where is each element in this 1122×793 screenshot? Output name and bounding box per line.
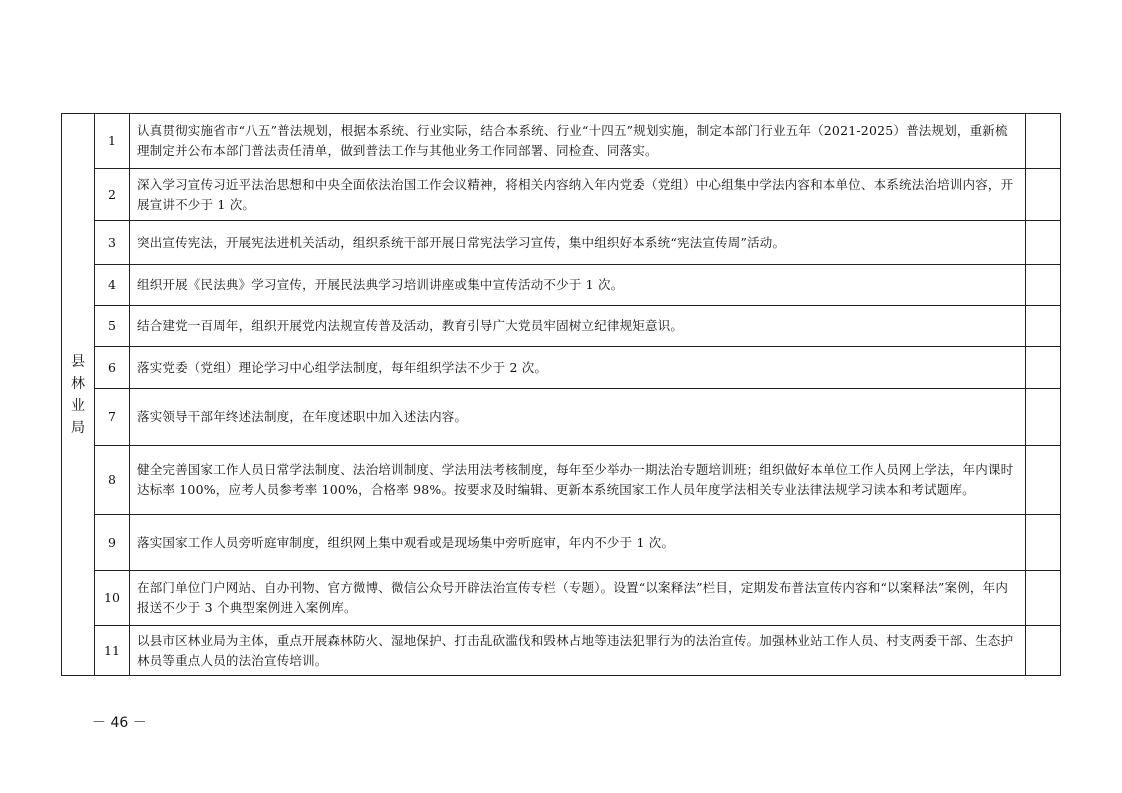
table-row xyxy=(62,389,1061,446)
row-text: 组织开展《民法典》学习宣传，开展民法典学习培训讲座或集中宣传活动不少于 1 次。 xyxy=(130,265,1026,306)
blank-cell xyxy=(1026,626,1061,676)
department-cell xyxy=(62,114,95,676)
blank-cell xyxy=(1026,446,1061,515)
table-row xyxy=(62,515,1061,571)
blank-cell xyxy=(1026,306,1061,347)
blank-cell xyxy=(1026,114,1061,169)
row-text: 认真贯彻实施省市“八五”普法规划，根据本系统、行业实际，结合本系统、行业“十四五”规划实施，制定本部门行业五年（2021-2025）普法规划，重新梳理制定并公布本部门普法责任清单，做到普法工作与其他业务工作同部署、同检查、同落实。 xyxy=(130,114,1026,169)
row-text: 落实领导干部年终述法制度，在年度述职中加入述法内容。 xyxy=(130,389,1026,446)
row-number: 6 xyxy=(95,347,130,389)
blank-cell xyxy=(1026,347,1061,389)
table-row xyxy=(62,571,1061,626)
row-text: 落实党委（党组）理论学习中心组学法制度，每年组织学法不少于 2 次。 xyxy=(130,347,1026,389)
row-number: 7 xyxy=(95,389,130,446)
page-number: － 46 － xyxy=(92,715,147,731)
department-name: 县林业局 xyxy=(71,353,85,436)
row-text: 健全完善国家工作人员日常学法制度、法治培训制度、学法用法考核制度，每年至少举办一期法治专题培训班；组织做好本单位工作人员网上学法，年内课时达标率 100%，应考人员参考率 100%，合格率 98%。按要求及时编辑、更新本系统国家工作人员年度学法相关专业法律法规学习读本和考试题库。 xyxy=(130,446,1026,515)
row-text: 在部门单位门户网站、自办刊物、官方微博、微信公众号开辟法治宣传专栏（专题）。设置“以案释法”栏目，定期发布普法宣传内容和“以案释法”案例，年内报送不少于 3 个典型案例进入案例库。 xyxy=(130,571,1026,626)
row-number: 1 xyxy=(95,114,130,169)
row-number: 9 xyxy=(95,515,130,571)
row-number: 4 xyxy=(95,265,130,306)
row-text: 深入学习宣传习近平法治思想和中央全面依法治国工作会议精神，将相关内容纳入年内党委（党组）中心组集中学法内容和本单位、本系统法治培训内容，开展宣讲不少于 1 次。 xyxy=(130,169,1026,221)
row-number: 8 xyxy=(95,446,130,515)
table-row xyxy=(62,265,1061,306)
row-text: 结合建党一百周年，组织开展党内法规宣传普及活动，教育引导广大党员牢固树立纪律规矩意识。 xyxy=(130,306,1026,347)
row-text: 突出宣传宪法，开展宪法进机关活动，组织系统干部开展日常宪法学习宣传，集中组织好本系统“宪法宣传周”活动。 xyxy=(130,221,1026,265)
row-text: 以县市区林业局为主体，重点开展森林防火、湿地保护、打击乱砍滥伐和毁林占地等违法犯罪行为的法治宣传。加强林业站工作人员、村支两委干部、生态护林员等重点人员的法治宣传培训。 xyxy=(130,626,1026,676)
table-row xyxy=(62,626,1061,676)
blank-cell xyxy=(1026,169,1061,221)
table-row xyxy=(62,114,1061,169)
blank-cell xyxy=(1026,389,1061,446)
task-table xyxy=(61,113,1061,676)
row-number: 5 xyxy=(95,306,130,347)
row-number: 11 xyxy=(95,626,130,676)
row-number: 3 xyxy=(95,221,130,265)
blank-cell xyxy=(1026,571,1061,626)
row-text: 落实国家工作人员旁听庭审制度，组织网上集中观看或是现场集中旁听庭审，年内不少于 1 次。 xyxy=(130,515,1026,571)
row-number: 2 xyxy=(95,169,130,221)
row-number: 10 xyxy=(95,571,130,626)
table-row xyxy=(62,221,1061,265)
blank-cell xyxy=(1026,265,1061,306)
table-row xyxy=(62,169,1061,221)
blank-cell xyxy=(1026,515,1061,571)
table-row xyxy=(62,347,1061,389)
table-row xyxy=(62,446,1061,515)
table-row xyxy=(62,306,1061,347)
blank-cell xyxy=(1026,221,1061,265)
